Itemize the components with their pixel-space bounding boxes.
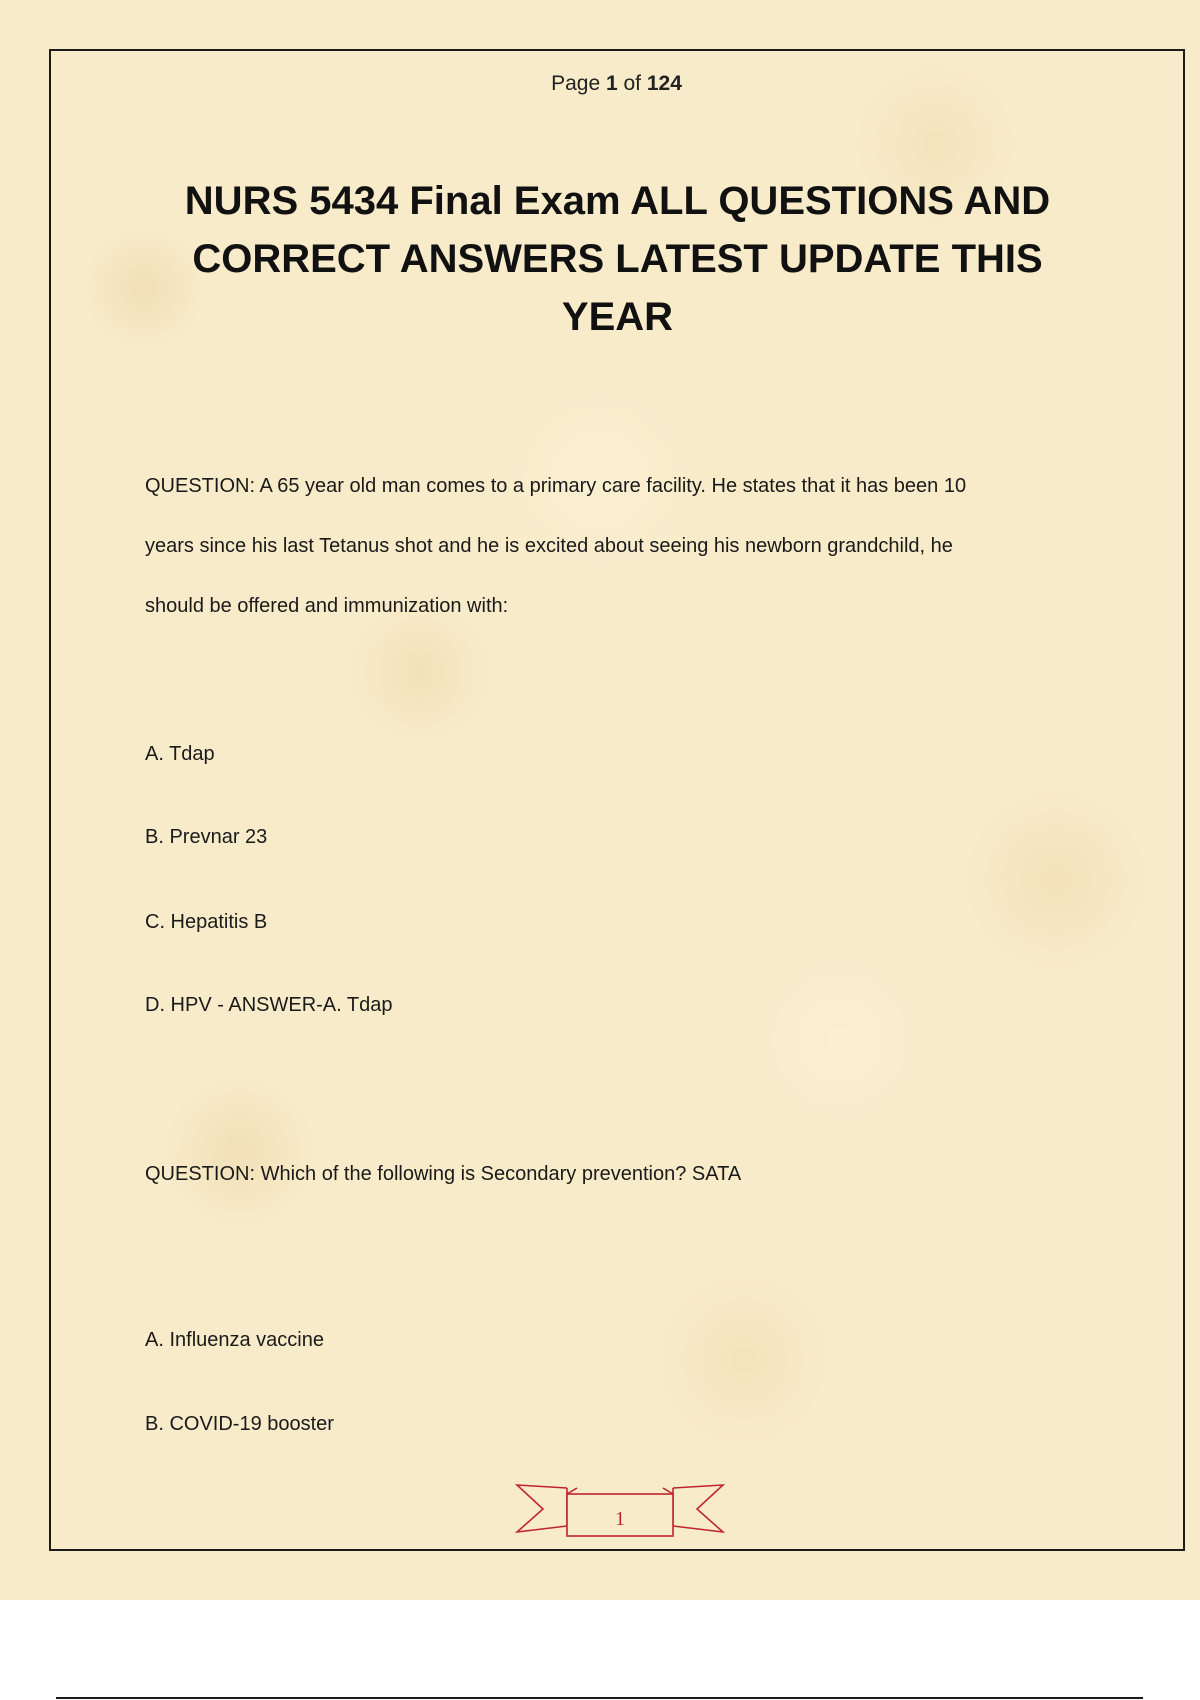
question-2-option-a: A. Influenza vaccine — [145, 1329, 324, 1351]
document-title: NURS 5434 Final Exam ALL QUESTIONS AND CORRECT ANSWERS LATEST UPDATE THIS YEAR — [184, 179, 1051, 339]
question-1-option-d-answer: D. HPV - ANSWER-A. Tdap — [145, 994, 393, 1016]
page-header — [0, 72, 1200, 96]
footer-divider — [56, 1697, 1143, 1699]
question-2-option-b: B. COVID-19 booster — [145, 1413, 334, 1435]
question-1-line: should be offered and immunization with: — [145, 595, 509, 617]
question-1-option-a: A. Tdap — [145, 743, 215, 765]
question-2-text: QUESTION: Which of the following is Secondary prevention? SATA — [145, 1163, 742, 1185]
question-1-line: QUESTION: A 65 year old man comes to a primary care facility. He states that it has been 10 — [145, 475, 967, 497]
question-1-line: years since his last Tetanus shot and he is excited about seeing his newborn grandchild, he — [145, 535, 953, 557]
question-1-option-c: C. Hepatitis B — [145, 911, 268, 933]
page-number: 1 — [615, 1508, 625, 1530]
page-of: of — [617, 72, 647, 95]
page-current: 1 — [605, 72, 618, 95]
question-1-text — [145, 456, 1075, 636]
question-1-option-b: B. Prevnar 23 — [145, 826, 268, 848]
page-label: Page — [551, 72, 606, 95]
page-total: 124 — [646, 72, 682, 95]
